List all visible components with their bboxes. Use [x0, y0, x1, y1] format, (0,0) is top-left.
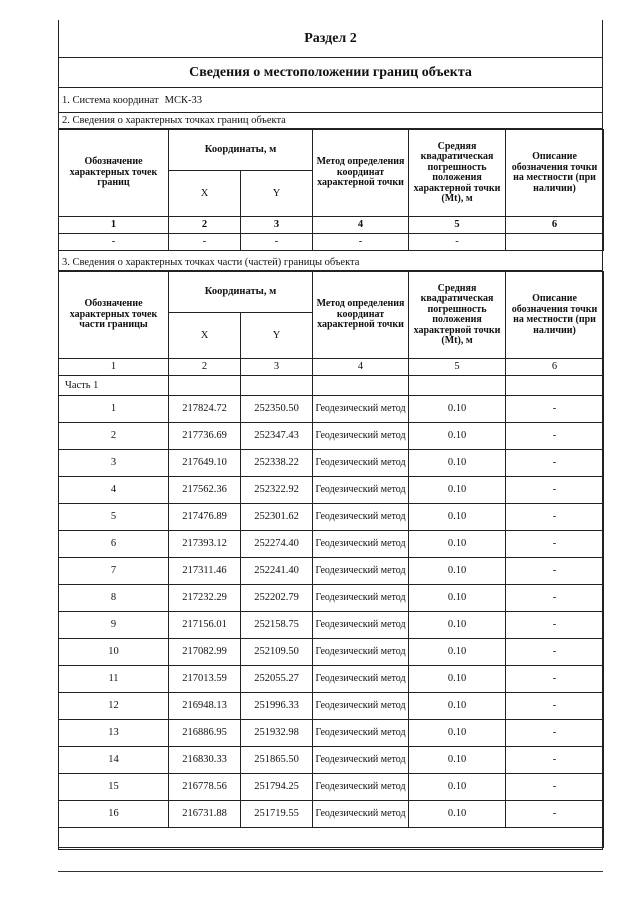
mt-value: 0.10 [409, 774, 506, 801]
table-row [59, 423, 604, 450]
part2-header-error: Средняя квадратическая погрешность положения характерной точки (Mt), м [409, 130, 506, 217]
coord-system-value: МСК-33 [164, 94, 202, 106]
coord-system-label: 1. Система координат [62, 94, 159, 106]
table-row [59, 450, 604, 477]
point-number: 2 [59, 423, 169, 450]
table-row [59, 666, 604, 693]
mt-value: 0.10 [409, 612, 506, 639]
coord-x: 217736.69 [169, 423, 241, 450]
coord-x: 216778.56 [169, 774, 241, 801]
coord-system-line [58, 88, 603, 113]
method: Геодезический метод [313, 423, 409, 450]
mt-value: 0.10 [409, 450, 506, 477]
part2-header-method: Метод определения координат характерной точки [313, 130, 409, 217]
column-number: 6 [506, 217, 604, 234]
column-number: 2 [169, 359, 241, 376]
table-row [59, 639, 604, 666]
method: Геодезический метод [313, 531, 409, 558]
method: Геодезический метод [313, 666, 409, 693]
point-number: 1 [59, 396, 169, 423]
description: - [506, 504, 604, 531]
mt-value: 0.10 [409, 720, 506, 747]
table-row [59, 612, 604, 639]
table-cell [506, 376, 604, 396]
table-cell [506, 234, 604, 251]
mt-value: 0.10 [409, 747, 506, 774]
method: Геодезический метод [313, 801, 409, 828]
table-cell [313, 376, 409, 396]
part3-rows [59, 396, 604, 828]
part3-blank-row [59, 828, 604, 848]
column-number: 2 [169, 217, 241, 234]
table-row [59, 720, 604, 747]
method: Геодезический метод [313, 693, 409, 720]
mt-value: 0.10 [409, 396, 506, 423]
part3-header-desc: Описание обозначения точки на местности (при наличии) [506, 272, 604, 359]
part3-header-x: X [169, 313, 241, 359]
point-number: 11 [59, 666, 169, 693]
point-number: 13 [59, 720, 169, 747]
description: - [506, 774, 604, 801]
coord-y: 251794.25 [241, 774, 313, 801]
table-cell: - [313, 234, 409, 251]
part-label-row [59, 376, 604, 396]
part3-header-y: Y [241, 313, 313, 359]
point-number: 5 [59, 504, 169, 531]
coord-x: 216731.88 [169, 801, 241, 828]
column-number: 6 [506, 359, 604, 376]
description: - [506, 585, 604, 612]
mt-value: 0.10 [409, 558, 506, 585]
table-cell: - [409, 234, 506, 251]
table-cell: - [169, 234, 241, 251]
description: - [506, 801, 604, 828]
part3-number-row [59, 359, 604, 376]
method: Геодезический метод [313, 612, 409, 639]
method: Геодезический метод [313, 477, 409, 504]
description: - [506, 612, 604, 639]
column-number: 4 [313, 359, 409, 376]
document-title: Сведения о местоположении границ объекта [189, 64, 472, 80]
method: Геодезический метод [313, 774, 409, 801]
method: Геодезический метод [313, 639, 409, 666]
coord-x: 217013.59 [169, 666, 241, 693]
table-cell [409, 376, 506, 396]
description: - [506, 423, 604, 450]
coord-x: 217311.46 [169, 558, 241, 585]
part3-header-method: Метод определения координат характерной точки [313, 272, 409, 359]
table-row [59, 504, 604, 531]
point-number: 16 [59, 801, 169, 828]
mt-value: 0.10 [409, 585, 506, 612]
description: - [506, 720, 604, 747]
coord-y: 252274.40 [241, 531, 313, 558]
coord-x: 217562.36 [169, 477, 241, 504]
table-row [59, 558, 604, 585]
mt-value: 0.10 [409, 801, 506, 828]
table-row [59, 396, 604, 423]
coord-x: 217082.99 [169, 639, 241, 666]
description: - [506, 639, 604, 666]
point-number: 6 [59, 531, 169, 558]
coord-y: 251932.98 [241, 720, 313, 747]
coord-x: 216886.95 [169, 720, 241, 747]
table-cell: - [241, 234, 313, 251]
part2-header-x: X [169, 171, 241, 217]
part3-header-coords: Координаты, м [169, 272, 313, 313]
description: - [506, 693, 604, 720]
part2-heading [58, 113, 603, 129]
point-number: 9 [59, 612, 169, 639]
description: - [506, 558, 604, 585]
part2-header-desc: Описание обозначения точки на местности (при наличии) [506, 130, 604, 217]
table-cell [169, 376, 241, 396]
point-number: 4 [59, 477, 169, 504]
column-number: 5 [409, 359, 506, 376]
point-number: 10 [59, 639, 169, 666]
part2-header-y: Y [241, 171, 313, 217]
coord-x: 216830.33 [169, 747, 241, 774]
description: - [506, 531, 604, 558]
coord-y: 252241.40 [241, 558, 313, 585]
method: Геодезический метод [313, 720, 409, 747]
description: - [506, 396, 604, 423]
point-number: 14 [59, 747, 169, 774]
coord-x: 217649.10 [169, 450, 241, 477]
table-row [59, 801, 604, 828]
part2-empty-row [59, 234, 604, 251]
part3-header-error: Средняя квадратическая погрешность положения характерной точки (Mt), м [409, 272, 506, 359]
part2-number-row [59, 217, 604, 234]
coord-y: 251865.50 [241, 747, 313, 774]
point-number: 12 [59, 693, 169, 720]
description: - [506, 747, 604, 774]
column-number: 3 [241, 217, 313, 234]
coord-y: 252202.79 [241, 585, 313, 612]
coord-y: 252158.75 [241, 612, 313, 639]
table-row [59, 774, 604, 801]
table-row [59, 477, 604, 504]
point-number: 7 [59, 558, 169, 585]
description: - [506, 477, 604, 504]
coord-x: 217824.72 [169, 396, 241, 423]
table-row [59, 531, 604, 558]
description: - [506, 666, 604, 693]
part-label: Часть 1 [59, 376, 169, 396]
coord-y: 251719.55 [241, 801, 313, 828]
column-number: 5 [409, 217, 506, 234]
mt-value: 0.10 [409, 477, 506, 504]
coord-y: 252322.92 [241, 477, 313, 504]
coord-y: 252338.22 [241, 450, 313, 477]
part3-table [58, 271, 604, 848]
part2-heading-text: 2. Сведения о характерных точках границ объекта [62, 115, 286, 126]
point-number: 3 [59, 450, 169, 477]
part2-header-point: Обозначение характерных точек границ [59, 130, 169, 217]
mt-value: 0.10 [409, 423, 506, 450]
coord-x: 217232.29 [169, 585, 241, 612]
bottom-rule [58, 871, 603, 872]
table-cell [59, 828, 604, 848]
table-row [59, 693, 604, 720]
section-title: Раздел 2 [304, 30, 357, 46]
point-number: 15 [59, 774, 169, 801]
column-number: 1 [59, 359, 169, 376]
coord-y: 252347.43 [241, 423, 313, 450]
mt-value: 0.10 [409, 504, 506, 531]
coord-y: 252109.50 [241, 639, 313, 666]
column-number: 4 [313, 217, 409, 234]
coord-y: 251996.33 [241, 693, 313, 720]
method: Геодезический метод [313, 747, 409, 774]
description: - [506, 450, 604, 477]
coord-y: 252350.50 [241, 396, 313, 423]
column-number: 1 [59, 217, 169, 234]
part2-header-coords: Координаты, м [169, 130, 313, 171]
coord-x: 217393.12 [169, 531, 241, 558]
table-row [59, 747, 604, 774]
mt-value: 0.10 [409, 531, 506, 558]
mt-value: 0.10 [409, 666, 506, 693]
coord-y: 252055.27 [241, 666, 313, 693]
coord-x: 217476.89 [169, 504, 241, 531]
document-title-bar [58, 58, 603, 88]
table-cell [241, 376, 313, 396]
method: Геодезический метод [313, 585, 409, 612]
part3-header-point: Обозначение характерных точек части границы [59, 272, 169, 359]
part3-heading-text: 3. Сведения о характерных точках части (частей) границы объекта [62, 257, 360, 268]
method: Геодезический метод [313, 504, 409, 531]
mt-value: 0.10 [409, 639, 506, 666]
coord-y: 252301.62 [241, 504, 313, 531]
method: Геодезический метод [313, 396, 409, 423]
column-number: 3 [241, 359, 313, 376]
table-cell: - [59, 234, 169, 251]
table-row [59, 585, 604, 612]
method: Геодезический метод [313, 558, 409, 585]
part2-table [58, 129, 604, 251]
mt-value: 0.10 [409, 693, 506, 720]
coord-x: 217156.01 [169, 612, 241, 639]
coord-x: 216948.13 [169, 693, 241, 720]
method: Геодезический метод [313, 450, 409, 477]
section-header [58, 20, 603, 58]
point-number: 8 [59, 585, 169, 612]
part3-heading [58, 255, 603, 271]
